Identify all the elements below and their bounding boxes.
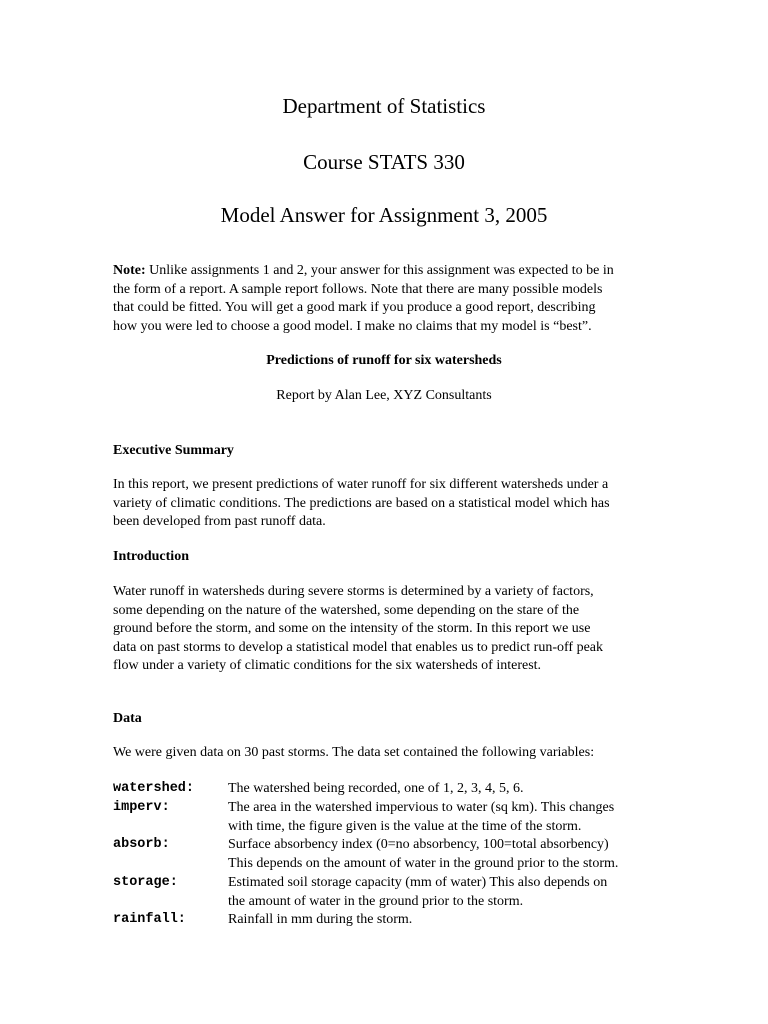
paragraph-line: variety of climatic conditions. The predictions are based on a statistical model which has	[113, 495, 610, 511]
executive-summary-paragraph	[113, 476, 658, 532]
department-title: Department of Statistics	[282, 94, 486, 118]
variable-description-line: the amount of water in the ground prior to the storm.	[228, 893, 524, 909]
variable-description	[228, 911, 658, 930]
report-byline: Report by Alan Lee, XYZ Consultants	[276, 388, 492, 403]
note-line: Unlike assignments 1 and 2, your answer for this assignment was expected to be in	[145, 263, 614, 278]
course-title: Course STATS 330	[303, 150, 465, 174]
assignment-title: Model Answer for Assignment 3, 2005	[220, 203, 548, 227]
variable-description	[228, 836, 658, 873]
paragraph-line: We were given data on 30 past storms. The data set contained the following variables:	[113, 745, 595, 760]
paragraph-line: ground before the storm, and some on the intensity of the storm. In this report we use	[113, 621, 591, 636]
introduction-paragraph	[113, 583, 658, 676]
paragraph-line: some depending on the nature of the watershed, some depending on the stare of the	[113, 602, 580, 618]
variable-description-line: Surface absorbency index (0=no absorbency, 100=total absorbency)	[228, 837, 609, 852]
report-title: Predictions of runoff for six watersheds	[266, 353, 502, 368]
paragraph-line: Water runoff in watersheds during severe storms is determined by a variety of factors,	[113, 584, 594, 599]
variable-description	[228, 780, 658, 799]
paragraph-line: been developed from past runoff data.	[113, 514, 326, 529]
variable-name: storage:	[113, 875, 178, 890]
paragraph-line: flow under a variety of climatic conditions for the six watersheds of interest.	[113, 658, 542, 673]
data-intro	[113, 744, 658, 763]
variable-name: imperv:	[113, 800, 170, 815]
data-heading: Data	[113, 711, 142, 726]
variable-name: watershed:	[113, 781, 195, 796]
note-line: how you were led to choose a good model. I make no claims that my model is “best”.	[113, 318, 592, 334]
variable-description	[228, 799, 658, 836]
note-line: that could be fitted. You will get a good mark if you produce a good report, describing	[113, 300, 596, 315]
executive-summary-heading: Executive Summary	[113, 443, 234, 458]
paragraph-line: data on past storms to develop a statistical model that enables us to predict run-off peak	[113, 639, 603, 655]
variable-description-line: The watershed being recorded, one of 1, 2, 3, 4, 5, 6.	[228, 781, 524, 796]
note-paragraph	[113, 262, 658, 336]
note-label: Note:	[113, 263, 146, 278]
paragraph-line: In this report, we present predictions of water runoff for six different watersheds under a	[113, 477, 609, 492]
variable-description-line: This depends on the amount of water in the ground prior to the storm.	[228, 855, 619, 871]
variable-description-line: The area in the watershed impervious to water (sq km). This changes	[228, 800, 615, 815]
variable-description-line: Estimated soil storage capacity (mm of water) This also depends on	[228, 875, 608, 890]
variable-name: rainfall:	[113, 912, 186, 927]
variable-name: absorb:	[113, 837, 170, 852]
note-line: the form of a report. A sample report follows. Note that there are many possible models	[113, 281, 603, 297]
variable-description	[228, 874, 658, 911]
introduction-heading: Introduction	[113, 549, 189, 564]
variable-description-line: Rainfall in mm during the storm.	[228, 912, 413, 927]
variable-description-line: with time, the figure given is the value at the time of the storm.	[228, 818, 582, 834]
